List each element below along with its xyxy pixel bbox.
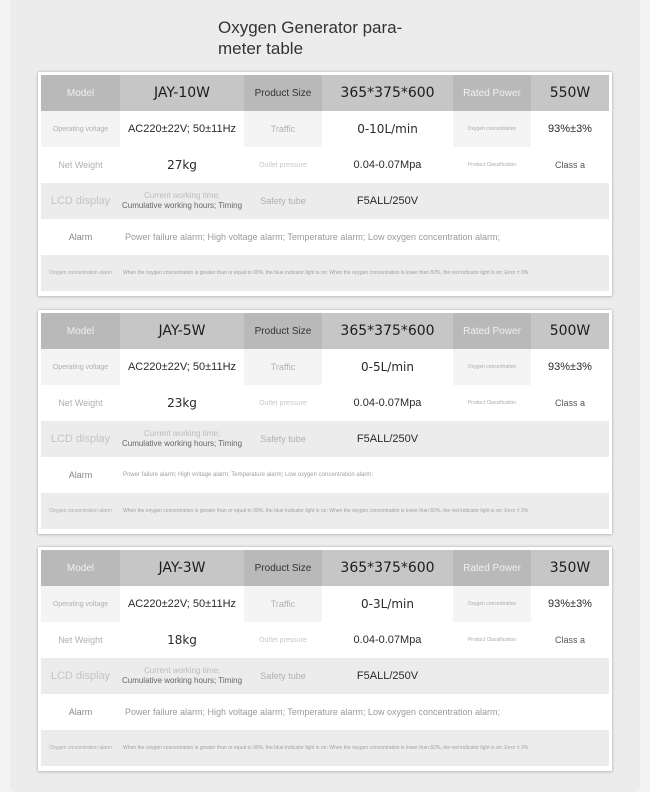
alarm-label: Alarm (68, 707, 93, 717)
alarm-value: Power failure alarm; High voltage alarm; Temperature alarm; Low oxygen concentration alarm; (120, 219, 609, 255)
rated-power-value: 500W (549, 323, 591, 339)
lcd-display-label: LCD display (50, 433, 111, 445)
model-value: JAY-10W (154, 85, 210, 101)
rated-power-value: 350W (549, 560, 591, 576)
operating-voltage-label: Operating voltage (52, 125, 109, 133)
safety-tube-label: Safety tube (260, 196, 306, 206)
lcd-display-label: LCD display (50, 195, 111, 207)
operating-voltage-value: AC220±22V; 50±11Hz (127, 598, 237, 610)
product-classification-label: Product Classification (467, 637, 517, 643)
oxygen-concentration-value: 93%±3% (548, 361, 592, 373)
rated-power-label: Rated Power (463, 325, 521, 337)
model-value-cell (120, 75, 244, 111)
spec-table-jay-3w (38, 547, 612, 771)
oxygen-concentration-label: Oxygen concentration (467, 126, 517, 132)
product-size-label: Product Size (254, 562, 312, 574)
product-classification-value: Class a (554, 635, 585, 645)
operating-voltage-label: Operating voltage (52, 363, 109, 371)
product-size-label: Product Size (254, 325, 312, 337)
rated-power-label: Rated Power (463, 87, 521, 99)
model-value: JAY-5W (158, 323, 206, 339)
product-size-value: 365*375*600 (340, 323, 435, 339)
product-classification-value: Class a (554, 398, 585, 408)
rated-power-label-cell (453, 75, 531, 111)
operating-voltage-value: AC220±22V; 50±11Hz (127, 361, 237, 373)
net-weight-label: Net Weight (58, 160, 103, 170)
oxygen-concentration-value: 93%±3% (548, 598, 592, 610)
outlet-pressure-value: 0.04-0.07Mpa (353, 634, 422, 646)
oxygen-concentration-value: 93%±3% (548, 123, 592, 135)
model-label: Model (66, 562, 95, 574)
outlet-pressure-label: Outlet pressure (259, 636, 307, 644)
product-classification-label: Product Classification (467, 400, 517, 406)
safety-tube-value: F5ALL/250V (356, 195, 419, 207)
net-weight-value: 27kg (167, 158, 197, 172)
alarm-label: Alarm (68, 232, 93, 242)
product-size-value: 365*375*600 (340, 560, 435, 576)
product-size-label-cell (244, 75, 322, 111)
product-classification-label: Product Classification (467, 162, 517, 168)
oxygen-alarm-label: Oxygen concentration alarm (49, 270, 112, 276)
oxygen-concentration-label: Oxygen concentration (467, 364, 517, 370)
model-label: Model (66, 325, 95, 337)
oxygen-concentration-label: Oxygen concentration (467, 601, 517, 607)
oxygen-alarm-label: Oxygen concentration alarm (49, 745, 112, 751)
spec-table-jay-10w (38, 72, 612, 296)
oxygen-alarm-label: Oxygen concentration alarm (49, 508, 112, 514)
traffic-value: 0-5L/min (361, 360, 414, 374)
traffic-value: 0-10L/min (357, 122, 418, 136)
alarm-label: Alarm (68, 470, 93, 480)
net-weight-label: Net Weight (58, 398, 103, 408)
rated-power-value: 550W (549, 85, 591, 101)
spec-table-jay-5w (38, 310, 612, 534)
product-classification-value: Class a (554, 160, 585, 170)
page-panel (10, 0, 640, 792)
oxygen-alarm-value: When the oxygen concentration is greater than or equal to 90%, the blue indicator light is on; When the oxygen concentration is lower than 82%, the red indicator light is on; Error ± 3% (120, 493, 609, 529)
net-weight-label: Net Weight (58, 635, 103, 645)
product-size-value: 365*375*600 (340, 85, 435, 101)
rated-power-value-cell (531, 75, 609, 111)
model-label-cell (41, 75, 120, 111)
outlet-pressure-value: 0.04-0.07Mpa (353, 159, 422, 171)
oxygen-alarm-value: When the oxygen concentration is greater than or equal to 90%, the blue indicator light is on; When the oxygen concentration is lower than 82%, the red indicator light is on; Error ± 3% (120, 255, 609, 291)
product-size-label: Product Size (254, 87, 312, 99)
model-label: Model (66, 87, 95, 99)
net-weight-value: 23kg (167, 396, 197, 410)
alarm-value: Power failure alarm; High voltage alarm; Temperature alarm; Low oxygen concentration alarm; (120, 694, 609, 730)
model-value: JAY-3W (158, 560, 206, 576)
safety-tube-value: F5ALL/250V (356, 670, 419, 682)
alarm-value: Power failure alarm; High voltage alarm; Temperature alarm; Low oxygen concentration alarm; (120, 457, 609, 493)
product-size-value-cell (322, 75, 453, 111)
rated-power-label: Rated Power (463, 562, 521, 574)
outlet-pressure-label: Outlet pressure (259, 399, 307, 407)
traffic-label: Traffic (270, 599, 296, 609)
oxygen-alarm-value: When the oxygen concentration is greater than or equal to 90%, the blue indicator light is on; When the oxygen concentration is lower than 82%, the red indicator light is on; Error ± 3% (120, 730, 609, 766)
page-title: Oxygen Generator para- meter table (218, 18, 403, 58)
operating-voltage-label: Operating voltage (52, 600, 109, 608)
lcd-display-value: Current working time; Cumulative working hours; Timing (121, 429, 243, 448)
lcd-display-value: Current working time; Cumulative working hours; Timing (121, 191, 243, 210)
outlet-pressure-label: Outlet pressure (259, 161, 307, 169)
outlet-pressure-value: 0.04-0.07Mpa (353, 397, 422, 409)
traffic-label: Traffic (270, 124, 296, 134)
operating-voltage-value: AC220±22V; 50±11Hz (127, 123, 237, 135)
traffic-value: 0-3L/min (361, 597, 414, 611)
safety-tube-label: Safety tube (260, 434, 306, 444)
lcd-display-label: LCD display (50, 670, 111, 682)
safety-tube-label: Safety tube (260, 671, 306, 681)
safety-tube-value: F5ALL/250V (356, 433, 419, 445)
traffic-label: Traffic (270, 362, 296, 372)
lcd-display-value: Current working time; Cumulative working hours; Timing (121, 666, 243, 685)
net-weight-value: 18kg (167, 633, 197, 647)
